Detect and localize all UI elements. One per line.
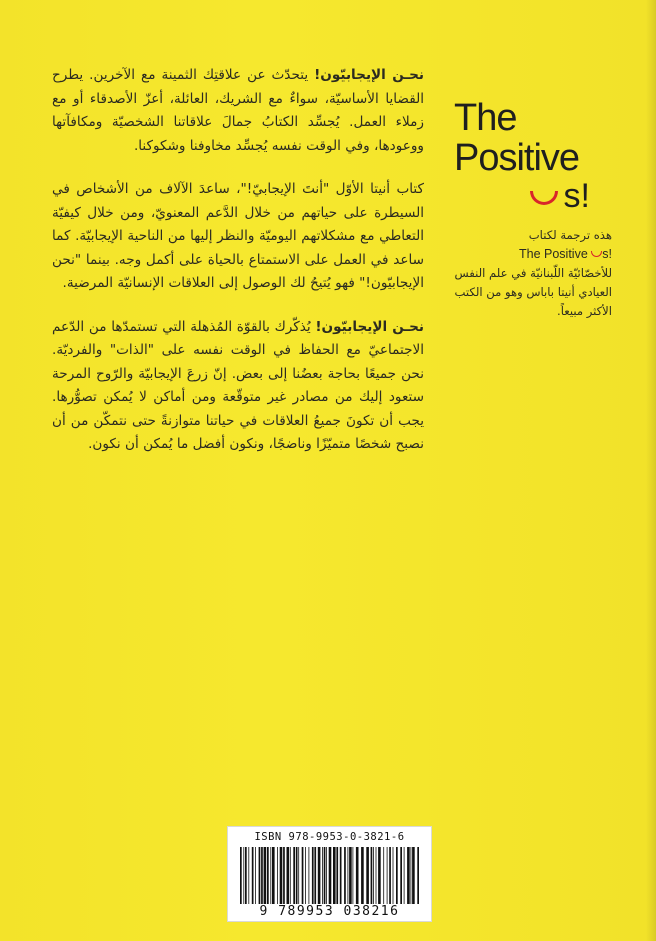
barcode-bar xyxy=(290,847,291,905)
barcode-bar xyxy=(245,847,247,905)
spine-shadow xyxy=(646,0,656,941)
barcode-bars xyxy=(238,847,423,905)
barcode-bar xyxy=(349,847,352,905)
blurb-paragraph-text: يُذكّرك بالقوّة المُذهلة التي تستمدّها من الدّعم الاجتماعيّ مع الحفاظ في الوقت نفسه على "الذات" والفرديّة. نحن جميعًا بحاجة بعضُنا إلى بعض. إنّ زرعَ الإيجابيّة والرّوح المرحة ستعود إليك من مصادر غير متوقّعة ومن أماكن لا يُمكن تصوُّرها. يجب أن تكونَ جميعُ العلاقات في حياتنا متوازنةً حتى نتمكّن من أن نصبح شخصًا متميّزًا وناضجًا، ونكون أفضل ما يُمكن أن نكون. xyxy=(52,318,424,452)
logo-line-the: The xyxy=(454,97,517,139)
smile-u-icon xyxy=(530,191,558,205)
blurb-paragraph-text: كتاب أنيتا الأوّل "أنتَ الإيجابيّ!"، ساعدَ الآلاف من الأشخاص في السيطرة على حياتهم من خلال الدَّعم المعنويّ، ومن خلال كيفيّة التعاطي مع مشكلاتهم اليوميّة والنظر إليها من الناحية الإيجابيّة. كما ساعد في العمل على الاستمتاع بالحياة على أكمل وجه. بينما "نحن الإيجابيّون!" فهو يُتيحُ لك الوصول إلى العلاقات الإنسانيّة المرضية. xyxy=(52,181,424,291)
barcode-bar xyxy=(326,847,327,905)
ean-digits: 9 789953 038216 xyxy=(228,904,431,919)
blurb-paragraph-2 xyxy=(52,178,424,296)
barcode-bar xyxy=(356,847,359,905)
book-title-logo xyxy=(454,98,604,214)
back-cover-blurb xyxy=(52,64,424,477)
barcode-bar xyxy=(407,847,410,905)
barcode-bar xyxy=(240,847,242,905)
barcode-bar xyxy=(383,847,384,905)
blurb-paragraph-1 xyxy=(52,64,424,158)
barcode-bar xyxy=(412,847,415,905)
barcode-bar xyxy=(305,847,306,905)
blurb-lead-title: نحـن الإيجابيّون! xyxy=(315,318,425,335)
barcode-bar xyxy=(353,847,354,905)
barcode-bar xyxy=(293,847,295,905)
barcode-bar xyxy=(287,847,290,905)
barcode-bar xyxy=(329,847,332,905)
logo-line-us-text: s! xyxy=(563,177,590,215)
barcode-bar xyxy=(404,847,405,905)
original-title-suffix: s! xyxy=(602,247,612,261)
barcode-bar xyxy=(296,847,298,905)
barcode-bar xyxy=(389,847,391,905)
logo-line-us xyxy=(454,178,590,214)
blurb-paragraph-3 xyxy=(52,316,424,457)
barcode-bar xyxy=(312,847,314,905)
barcode-bar xyxy=(309,847,310,905)
barcode-bar xyxy=(283,847,285,905)
barcode-bar xyxy=(298,847,299,905)
barcode-bar xyxy=(322,847,323,905)
barcode-bar xyxy=(340,847,342,905)
barcode-bar xyxy=(259,847,261,905)
barcode-bar xyxy=(261,847,263,905)
barcode-bar xyxy=(243,847,244,905)
barcode-bar xyxy=(264,847,267,905)
barcode-bar xyxy=(318,847,321,905)
barcode-bar xyxy=(314,847,316,905)
smile-u-small-icon xyxy=(591,251,602,257)
logo-line-positive: Positive xyxy=(454,137,580,179)
blurb-paragraph-text: يتحدّث عن علاقتِك الثمينة مع الآخرين. يطرح القضايا الأساسيّة، سواءٌ مع الشريك، العائلة، أعزّ الأصدقاء أو مع زملاء العمل. يُجسِّد الكتابُ جمالَ علاقاتنا الشخصيّة ومكافآتها ووعودها، وفي الوقت نفسه يُجسِّد مخاوفنا وشكوكنا. xyxy=(52,67,424,154)
barcode-bar xyxy=(270,847,271,905)
barcode-bar xyxy=(333,847,336,905)
barcode-bar xyxy=(252,847,254,905)
barcode-bar xyxy=(371,847,373,905)
barcode-bar xyxy=(336,847,338,905)
barcode-bar xyxy=(417,847,419,905)
barcode-bar xyxy=(280,847,283,905)
barcode-bar xyxy=(248,847,249,905)
barcode-bar xyxy=(400,847,402,905)
isbn-label: ISBN 978-9953-0-3821-6 xyxy=(254,831,405,843)
blurb-lead-title: نحـن الإيجابيّون! xyxy=(314,67,425,83)
barcode-bar xyxy=(411,847,412,905)
barcode-bar xyxy=(302,847,304,905)
barcode-bar xyxy=(378,847,381,905)
barcode-bar xyxy=(393,847,394,905)
barcode-bar xyxy=(277,847,278,905)
isbn-barcode xyxy=(227,826,432,922)
original-title xyxy=(519,247,612,261)
barcode-bar xyxy=(361,847,364,905)
barcode-bar xyxy=(267,847,269,905)
translation-note-body: للأخصّائيّة اللّبنانيّة في علم النفس العيادي أنيتا باباس وهو من الكتب الأكثر مبيعاً. xyxy=(454,266,612,318)
barcode-bar xyxy=(255,847,256,905)
barcode-bar xyxy=(373,847,374,905)
barcode-bar xyxy=(344,847,346,905)
translation-note xyxy=(452,226,612,321)
translation-note-intro: هذه ترجمة لكتاب xyxy=(528,228,612,242)
original-title-text: The Positive xyxy=(519,247,588,261)
barcode-bar xyxy=(366,847,369,905)
barcode-bar xyxy=(387,847,388,905)
barcode-bar xyxy=(376,847,377,905)
barcode-bar xyxy=(272,847,275,905)
barcode-bar xyxy=(396,847,398,905)
barcode-bar xyxy=(348,847,349,905)
barcode-bar xyxy=(324,847,326,905)
